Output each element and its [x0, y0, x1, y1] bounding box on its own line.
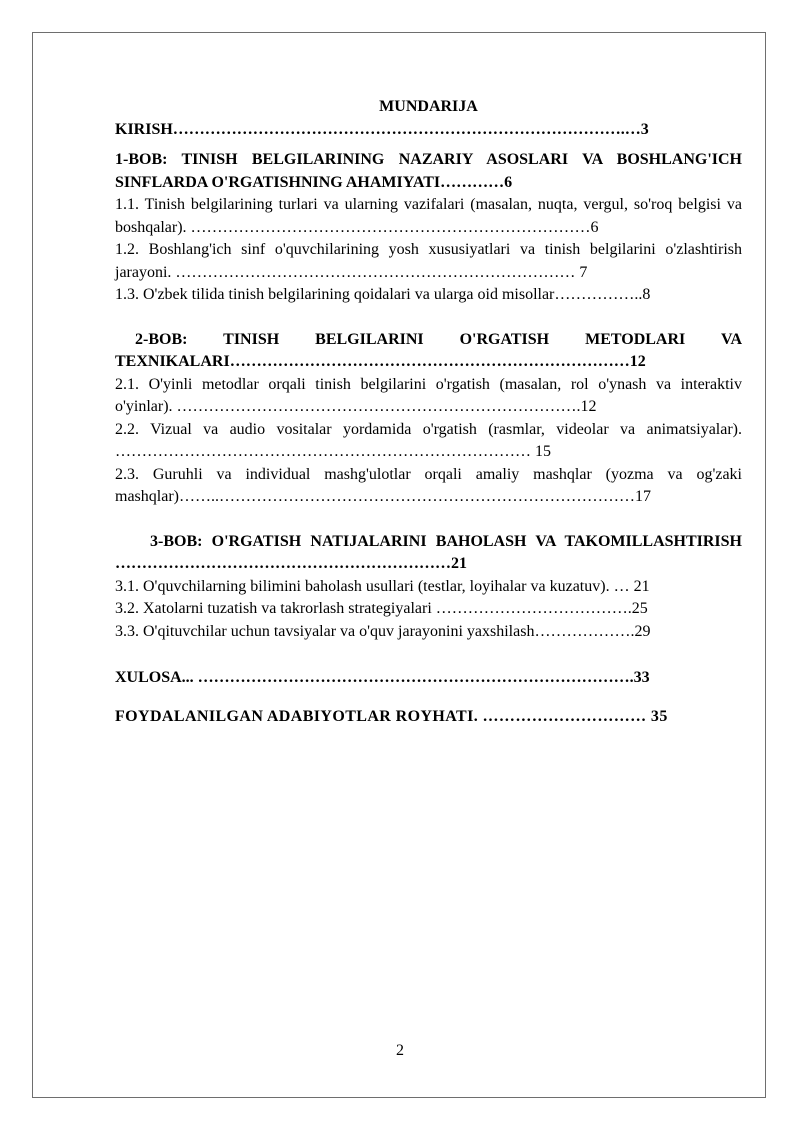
toc-item-3-2: 3.2. Xatolarni tuzatish va takrorlash strategiyalari ……………………………….25 — [115, 600, 648, 617]
toc-item-1-2: 1.2. Boshlang'ich sinf o'quvchilarining yosh xususiyatlari va tinish belgilarini o'zlashtirish jarayoni. ………………………………………………………………… 7 — [115, 241, 742, 281]
toc-item-3-3: 3.3. O'qituvchilar uchun tavsiyalar va o'quv jarayonini yaxshilash……………….29 — [115, 622, 651, 640]
toc-entry-intro: KIRISH………………………………………………………………………….…3 — [115, 120, 649, 138]
toc-item-2-2: 2.2. Vizual va audio vositalar yordamida o'rgatish (rasmlar, videolar va animatsiyalar). …………………………………………………………………… 15 — [115, 420, 742, 460]
toc-item-2-3: 2.3. Guruhli va individual mashg'ulotlar orqali amaliy mashqlar (yozma va og'zaki mashqlar)……..……………………………………………………………………17 — [115, 465, 742, 505]
chapter-3-section — [115, 531, 742, 644]
page-number: 2 — [396, 1042, 404, 1059]
toc-entry-bibliography: FOYDALANILGAN ADABIYOTLAR ROYHATI. ………………………… 35 — [115, 707, 668, 725]
toc-chapter-3-heading: 3-BOB: O'RGATISH NATIJALARINI BAHOLASH VA TAKOMILLASHTIRISH ………………………………………………………21 — [115, 532, 742, 572]
toc-chapter-2-heading: 2-BOB: TINISH BELGILARINI O'RGATISH METODLARI VA TEXNIKALARI…………………………………………………………………12 — [115, 330, 742, 370]
toc-item-3-1: 3.1. O'quvchilarning bilimini baholash usullari (testlar, loyihalar va kuzatuv). … 21 — [115, 577, 650, 595]
toc-chapter-1-heading: 1-BOB: TINISH BELGILARINING NAZARIY ASOSLARI VA BOSHLANG'ICH SINFLARDA O'RGATISHNING AHAMIYATI…………6 — [115, 151, 742, 191]
toc-entry-conclusion: XULOSA... ……………………………………………………………………….33 — [115, 669, 650, 686]
page-title: MUNDARIJA — [379, 98, 478, 115]
toc-item-1-3: 1.3. O'zbek tilida tinish belgilarining qoidalari va ularga oid misollar……………..8 — [115, 286, 651, 303]
chapter-2-section — [115, 329, 742, 509]
toc-item-2-1: 2.1. O'yinli metodlar orqali tinish belgilarini o'rgatish (masalan, rol o'ynash va interaktiv o'yinlar). ………………………………………………………………….12 — [115, 375, 742, 415]
toc-item-1-1: 1.1. Tinish belgilarining turlari va ularning vazifalari (masalan, nuqta, vergul, so'roq belgisi va boshqalar). …………………………………………………………………6 — [115, 196, 742, 236]
chapter-1-section — [115, 149, 742, 307]
table-of-contents — [115, 96, 742, 734]
